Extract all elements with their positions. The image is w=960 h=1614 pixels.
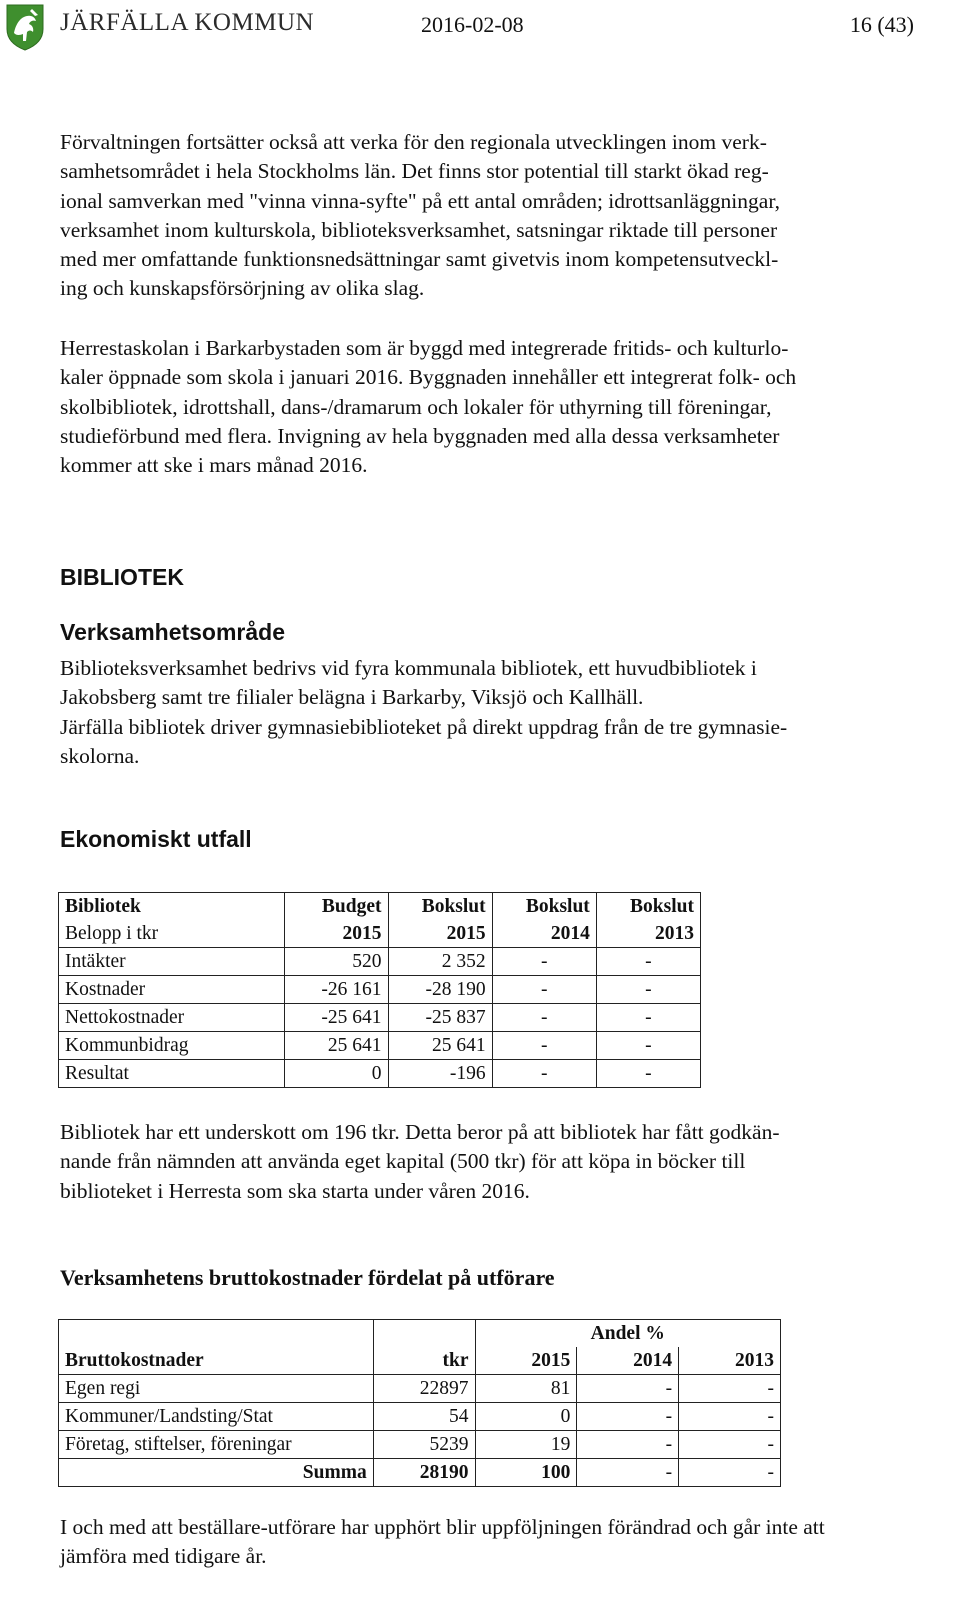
table-cell: - — [492, 1060, 596, 1088]
table-cell: - — [679, 1403, 781, 1431]
table-cell: - — [492, 1032, 596, 1060]
table-header-cell: 2015 — [475, 1347, 577, 1375]
table-row — [59, 1403, 781, 1431]
table-cell: -25 641 — [285, 1004, 388, 1032]
economic-outcome-table — [58, 892, 701, 1088]
table-cell: Intäkter — [59, 948, 285, 976]
table-cell: - — [596, 976, 700, 1004]
table-cell: Kommunbidrag — [59, 1032, 285, 1060]
table-cell: - — [596, 1032, 700, 1060]
table-cell: -26 161 — [285, 976, 388, 1004]
table-cell: - — [577, 1459, 679, 1487]
subsection-title-ekonomiskt-utfall: Ekonomiskt utfall — [60, 826, 252, 852]
table-row — [59, 1004, 701, 1032]
table-cell: - — [577, 1431, 679, 1459]
table-cell: Summa — [59, 1459, 374, 1487]
table-header-row — [59, 1320, 781, 1348]
table-header-cell: tkr — [373, 1347, 475, 1375]
table-cell: 28190 — [373, 1459, 475, 1487]
page-header — [0, 0, 960, 54]
table-header-cell: Bokslut — [596, 893, 700, 921]
table-cell: 25 641 — [285, 1032, 388, 1060]
table-cell: 81 — [475, 1375, 577, 1403]
table-cell: - — [577, 1403, 679, 1431]
table-row — [59, 1032, 701, 1060]
intro-paragraph-2: Herrestaskolan i Barkarbystaden som är byggd med integrerade fritids- och kulturlo- kaler öppnade som skola i januari 2016. Byggnaden innehåller ett integrerat folk- och skolbibliotek, idrottshall, dans-/dramarum och lokaler för uthyrning till föreningar, studieförbund med flera. Invigning av hela byggnaden med alla dessa verksamheter kommer att ske i mars månad 2016. — [60, 336, 797, 478]
table-header-row — [59, 1347, 781, 1375]
table-cell: Resultat — [59, 1060, 285, 1088]
table-cell: - — [679, 1375, 781, 1403]
table-header-cell: 2015 — [388, 920, 492, 948]
table-header-cell: 2014 — [577, 1347, 679, 1375]
subsection-title-verksamhetsomrade: Verksamhetsområde — [60, 619, 286, 645]
closing-paragraph: I och med att beställare-utförare har upphört blir uppföljningen förändrad och går inte att jämföra med tidigare år. — [60, 1515, 825, 1569]
table-cell: -25 837 — [388, 1004, 492, 1032]
table-cell: -28 190 — [388, 976, 492, 1004]
table-cell: - — [492, 1004, 596, 1032]
table-header-cell: 2013 — [596, 920, 700, 948]
table-cell: - — [492, 976, 596, 1004]
table-header-cell: Bibliotek — [59, 893, 285, 921]
table-cell: - — [577, 1375, 679, 1403]
table-header-cell: 2015 — [285, 920, 388, 948]
table-row — [59, 976, 701, 1004]
table-header-cell: 2014 — [492, 920, 596, 948]
table-cell: Kommuner/Landsting/Stat — [59, 1403, 374, 1431]
table-cell: 5239 — [373, 1431, 475, 1459]
table-cell: 520 — [285, 948, 388, 976]
table-cell: Nettokostnader — [59, 1004, 285, 1032]
table-header-cell: Budget — [285, 893, 388, 921]
table-cell: 19 — [475, 1431, 577, 1459]
table-cell: Företag, stiftelser, föreningar — [59, 1431, 374, 1459]
table-header-cell: Bokslut — [388, 893, 492, 921]
table-header-row — [59, 893, 701, 921]
table-cell: 54 — [373, 1403, 475, 1431]
table-cell: - — [679, 1431, 781, 1459]
table-cell: Kostnader — [59, 976, 285, 1004]
table-cell: - — [596, 1004, 700, 1032]
table-cell: - — [679, 1459, 781, 1487]
table-cell: 0 — [475, 1403, 577, 1431]
table-header-cell: Bokslut — [492, 893, 596, 921]
document-date: 2016-02-08 — [421, 12, 524, 37]
table-header-row — [59, 920, 701, 948]
gross-costs-table — [58, 1319, 781, 1487]
table-header-cell: 2013 — [679, 1347, 781, 1375]
table-sum-row — [59, 1459, 781, 1487]
table-header-cell: Bruttokostnader — [59, 1347, 374, 1375]
table-row — [59, 1375, 781, 1403]
table-cell: -196 — [388, 1060, 492, 1088]
table-header-cell: Belopp i tkr — [59, 920, 285, 948]
gross-costs-title: Verksamhetens bruttokostnader fördelat på utförare — [60, 1265, 555, 1290]
municipality-logo-icon — [5, 3, 45, 51]
table-cell: 2 352 — [388, 948, 492, 976]
table-row — [59, 948, 701, 976]
intro-paragraph-1: Förvaltningen fortsätter också att verka för den regionala utvecklingen inom verk- samhetsområdet i hela Stockholms län. Det finns stor potential till starkt ökad reg- ional samverkan med "vinna vinna-syfte" på ett antal områden; idrottsanläggningar, verksamhet inom kulturskola, biblioteksverksamhet, satsningar riktade till personer med mer omfattande funktionsnedsättningar samt givetvis inom kompetensutveckl- ing och kunskapsförsörjning av olika slag. — [60, 130, 780, 301]
table-cell: 100 — [475, 1459, 577, 1487]
section-title: BIBLIOTEK — [60, 564, 184, 590]
table-cell: Egen regi — [59, 1375, 374, 1403]
table-cell: - — [596, 1060, 700, 1088]
table-cell: 0 — [285, 1060, 388, 1088]
table-row — [59, 1431, 781, 1459]
table-cell: 22897 — [373, 1375, 475, 1403]
table-row — [59, 1060, 701, 1088]
org-name: JÄRFÄLLA KOMMUN — [60, 9, 315, 36]
deficit-explanation: Bibliotek har ett underskott om 196 tkr. Detta beror på att bibliotek har fått godkän- nande från nämnden att använda eget kapital (500 tkr) för att köpa in böcker till biblioteket i Herresta som ska starta under våren 2016. — [60, 1120, 780, 1203]
table-cell: - — [492, 948, 596, 976]
section-body: Biblioteksverksamhet bedrivs vid fyra kommunala bibliotek, ett huvudbibliotek i Jakobsberg samt tre filialer belägna i Barkarby, Viksjö och Kallhäll. Järfälla bibliotek driver gymnasiebiblioteket på direkt uppdrag från de tre gymnasie- skolorna. — [60, 656, 788, 768]
table-cell: 25 641 — [388, 1032, 492, 1060]
page-number: 16 (43) — [849, 12, 914, 37]
andel-header: Andel % — [475, 1320, 780, 1348]
table-cell: - — [596, 948, 700, 976]
